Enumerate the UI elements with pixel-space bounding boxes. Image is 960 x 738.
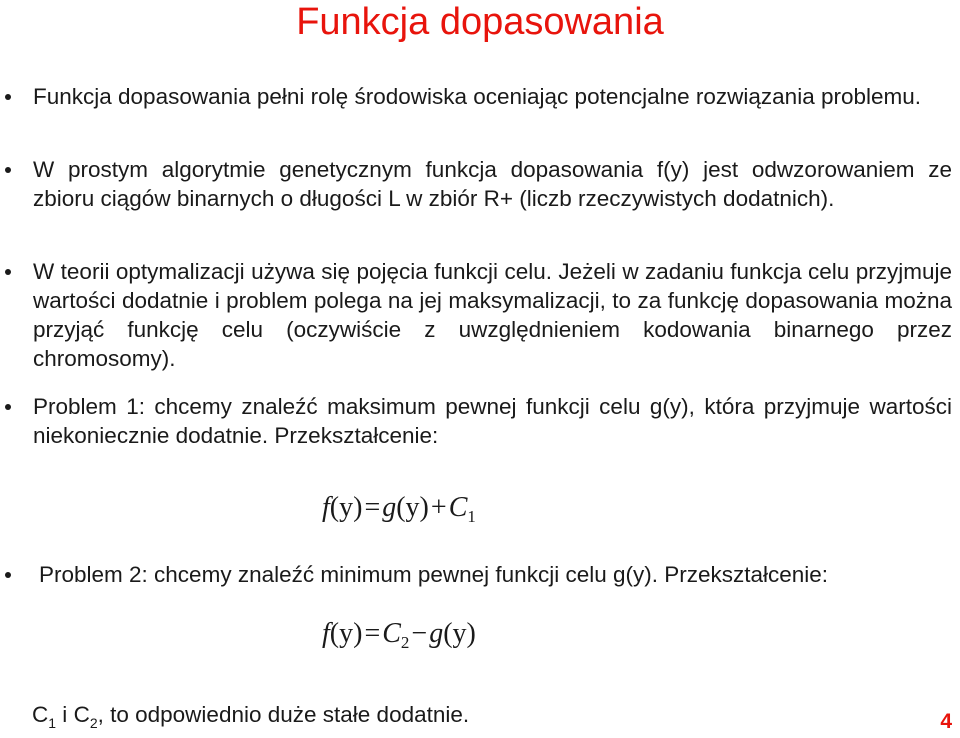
note-c1-sub: 1 [48,715,57,731]
note-c2: C [73,702,90,727]
bullet-5-text: Problem 2: chcemy znaleźć minimum pewnej funkcji celu g(y). Przekształcenie: [39,562,829,587]
formula-2-eq: = [364,618,381,649]
formula-2-g: g [429,618,444,649]
formula-2-c-sub: 2 [400,633,410,652]
bullet-1-text: Funkcja dopasowania pełni rolę środowiska oceniając potencjalne rozwiązania problemu. [33,84,922,109]
formula-2 [322,618,476,653]
note-rest: , to odpowiednio duże stałe dodatnie. [97,702,470,727]
formula-1 [322,492,476,527]
formula-1-c-sub: 1 [467,507,476,526]
bullet-4 [33,392,952,450]
formula-1-arg: (y) [329,492,363,523]
page-number: 4 [940,710,952,733]
slide-title: Funkcja dopasowania [296,1,664,43]
formula-1-g: g [382,492,397,523]
bullet-3 [33,257,952,373]
bullet-2 [33,155,952,213]
formula-1-g-arg: (y) [396,492,429,523]
formula-1-plus: + [430,492,447,523]
formula-2-minus: − [411,618,428,649]
formula-2-arg: (y) [329,618,363,649]
bullet-3-text: W teorii optymalizacji używa się pojęcia funkcji celu. Jeżeli w zadaniu funkcja celu przyjmuje wartości dodatnie i problem polega na jej maksymalizacji, to za funkcję dopasowania można przyjąć funkcję celu (oczywiście z uwzględnieniem kodowania binarnego przez chromosomy). [33,259,952,371]
bullet-dot [5,572,11,578]
formula-2-f: f [322,618,330,649]
note-and: i [56,702,74,727]
formula-1-f: f [322,492,330,523]
bullet-dot [5,269,11,275]
note-c1: C [32,702,49,727]
bullet-5 [39,560,952,589]
formula-2-g-arg: (y) [443,618,476,649]
bullet-1 [33,82,952,111]
note-c2-sub: 2 [89,715,98,731]
bullet-dot [5,404,11,410]
bullet-dot [5,94,11,100]
formula-1-eq: = [364,492,381,523]
formula-1-c: C [448,492,468,523]
formula-2-c: C [382,618,401,649]
bullet-dot [5,167,11,173]
constants-note [32,700,469,738]
bullet-4-text: Problem 1: chcemy znaleźć maksimum pewnej funkcji celu g(y), która przyjmuje wartości niekoniecznie dodatnie. Przekształcenie: [33,394,952,448]
bullet-2-text: W prostym algorytmie genetycznym funkcja dopasowania f(y) jest odwzorowaniem ze zbioru ciągów binarnych o długości L w zbiór R+ (liczb rzeczywistych dodatnich). [33,157,952,211]
